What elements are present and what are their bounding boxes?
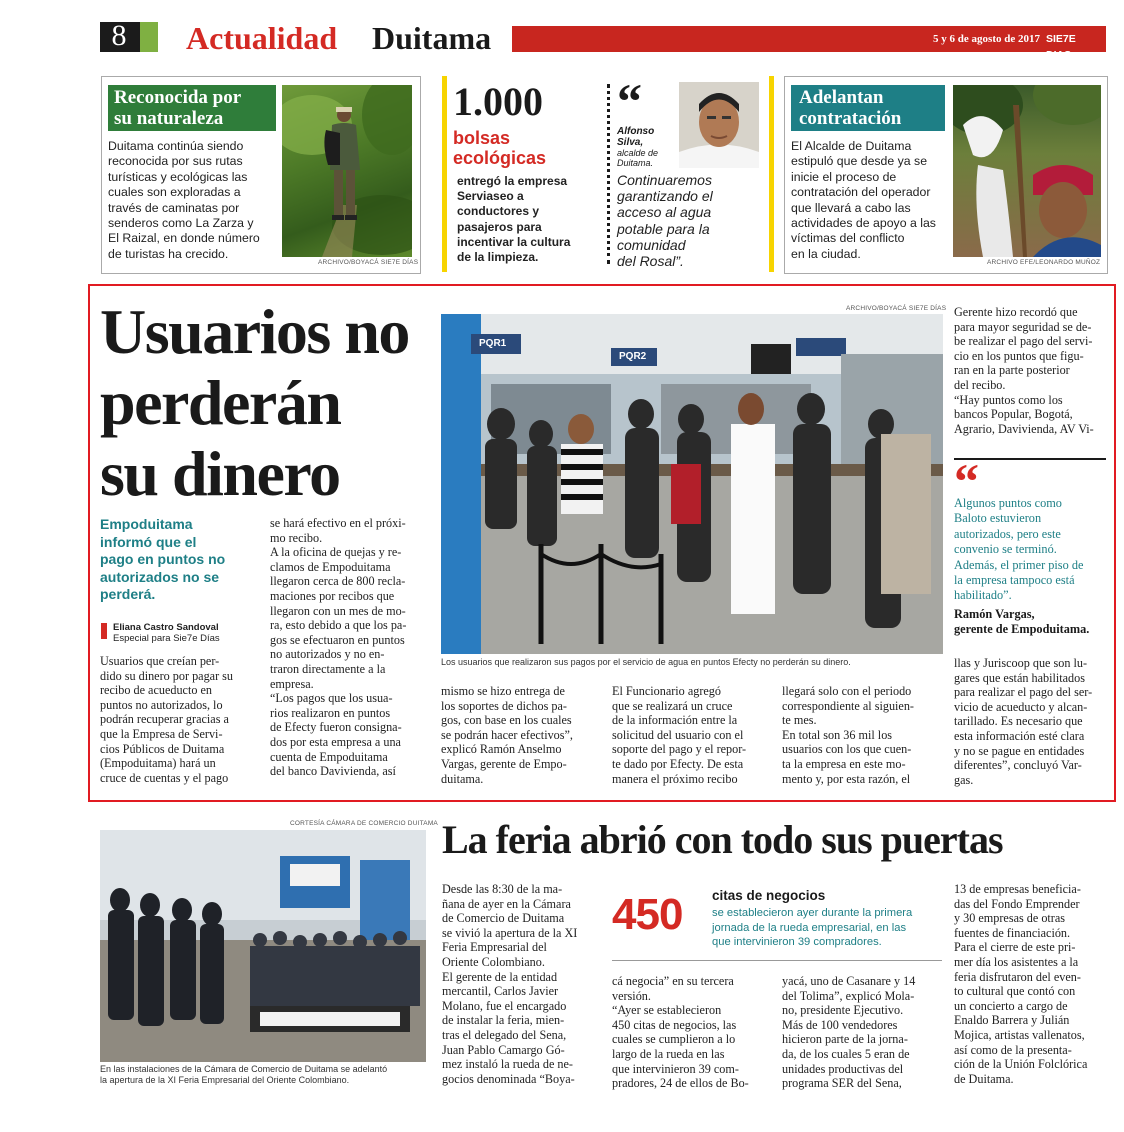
page-header xyxy=(0,0,1124,62)
quote-mark-icon: “ xyxy=(617,73,642,129)
article-column-2: se hará efectivo en el próxi- mo recibo. A la oficina de quejas y re- clamos de Empoduitama llegaron cerca de 800 recla- maciones por recibos que llegaron con un mes de mo- ra, esto debido a que los pa- gos se efectuaron en puntos no autorizados y no en- traron directamente a la empresa. “Los pagos que los usua- rios realizaron en puntos de Efecty fueron consigna- dos por esta empresa a una cuenta de Empoduitama del banco Davivienda, así xyxy=(270,516,407,779)
bags-number: 1.000 xyxy=(453,79,543,124)
headline-line3: su dinero xyxy=(100,438,340,509)
quote-name-line1: Alfonso xyxy=(617,126,655,137)
bags-label-line1: bolsas xyxy=(453,128,511,148)
pullquote-name: Ramón Vargas, xyxy=(954,607,1035,621)
fair-headline: La feria abrió con todo sus puertas xyxy=(442,817,1003,862)
teaser-nature xyxy=(101,76,421,274)
main-photo-caption: Los usuarios que realizaron sus pagos por el servicio de agua en puntos Efecty no perderán su dinero. xyxy=(441,657,851,667)
article-column-6-top: Gerente hizo recordó que para mayor seguridad se de- be realizar el pago del servi- cio en los puntos que figu- ran en la parte posterior del recibo. “Hay puntos como los bancos Popular, Bogotá, Agrario, Davivienda, AV Vi- xyxy=(954,305,1094,436)
stat-number: 450 xyxy=(612,890,683,939)
fair-photo-credit: CORTESÍA CÁMARA DE COMERCIO DUITAMA xyxy=(290,820,438,827)
fair-illustration xyxy=(100,830,426,1062)
article-column-3: mismo se hizo entrega de los soportes de dichos pa- gos, con base en los cuales se podrán hacer efectivos”, explicó Ramón Anselmo Vargas, gerente de Empo- duitama. xyxy=(441,684,573,786)
headline-line1: Usuarios no xyxy=(100,296,409,367)
quote-role-line2: Duitama. xyxy=(617,158,654,168)
fair-column-1: Desde las 8:30 de la ma- ñana de ayer en la Cámara de Comercio de Duitama se vivió la apertura de la XI Feria Empresarial del Oriente Colombiano. El gerente de la entidad mercantil, Carlos Javier Molano, fue el encargado de instalar la feria, mien- tras el delegado del Sena, Juan Pablo Camargo Gó- mez instaló la rueda de ne- gocios denominada “Boya- xyxy=(442,882,578,1086)
pullquote-mark-icon: “ xyxy=(954,453,979,509)
mayor-portrait xyxy=(679,82,759,168)
author-role: Especial para Sie7e Días xyxy=(113,633,220,644)
stat-box xyxy=(612,884,942,961)
city-name: Duitama xyxy=(372,20,492,56)
issue-date: 5 y 6 de agosto de 2017 xyxy=(933,33,1040,45)
section-name: Actualidad xyxy=(186,20,338,56)
author-name: Eliana Castro Sandoval xyxy=(113,622,219,633)
bags-label-line2: ecológicas xyxy=(453,148,547,168)
teaser-text: El Alcalde de Duitama estipuló que desde ya se inicie el proceso de contratación del operador que llevará a cabo las actividades de apoyo a las víctimas del conflicto en la ciudad. xyxy=(791,139,936,261)
mayor-illustration xyxy=(679,82,759,168)
fair-photo-caption: En las instalaciones de la Cámara de Comercio de Duitama se adelantó la apertura de la XI Feria Empresarial del Oriente Colombiano. xyxy=(100,1064,388,1085)
quote-text: Continuaremos garantizando el acceso al agua potable para la comunidad del Rosal”. xyxy=(617,172,713,270)
pullquote-role: gerente de Empoduitama. xyxy=(954,622,1090,636)
article-lead: Empoduitama informó que el pago en puntos no autorizados no se perderá. xyxy=(100,516,226,602)
sign-pqr1: PQR1 xyxy=(479,338,507,349)
teaser-title-line1: Adelantan xyxy=(799,87,884,108)
teaser-bags xyxy=(442,73,774,272)
conflict-victims-photo xyxy=(953,85,1101,257)
sign-pqr2: PQR2 xyxy=(619,351,647,362)
article-column-5: llegará solo con el periodo correspondiente al siguien- te mes. En total son 36 mil los usuarios con los que cuen- ta la empresa en este mo- mento y, por esta razón, el xyxy=(782,684,914,786)
byline-marker xyxy=(101,623,107,639)
page-number-accent xyxy=(140,22,158,52)
quote-name-line2: Silva, xyxy=(617,137,644,148)
stat-text: se establecieron ayer durante la primera jornada de la rueda empresarial, en las que intervinieron 39 compradores. xyxy=(712,907,913,948)
dotted-divider xyxy=(607,84,610,264)
headline-line2: perderán xyxy=(100,367,341,438)
teaser-photo-credit: ARCHIVO/BOYACÁ SIE7E DÍAS xyxy=(318,259,419,266)
bags-text: entregó la empresa Serviaseo a conductores y pasajeros para incentivar la cultura de la limpieza. xyxy=(457,174,571,265)
main-photo-credit: ARCHIVO/BOYACÁ SIE7E DÍAS xyxy=(846,305,947,312)
article-column-4: El Funcionario agregó que se realizará un cruce de la información entre la solicitud del usuario con el soporte del pago y el repor- te dado por Efecty. De esta manera el próximo recibo xyxy=(612,684,747,786)
teaser-title-line1: Reconocida por xyxy=(114,87,242,108)
hiker-photo xyxy=(282,85,412,257)
fair-column-3: yacá, uno de Casanare y 14 del Tolima”, explicó Mola- no, presidente Ejecutivo. Más de 100 vendedores hicieron parte de la jorna- da, de los cuales 5 eran de unidades productivas del programa SER del Sena, xyxy=(782,974,916,1091)
victims-illustration xyxy=(953,85,1101,257)
fair-column-2: cá negocia” en su tercera versión. “Ayer se establecieron 450 citas de negocios, las cuales se cumplieron a lo largo de la rueda en las que intervinieron 39 com- pradores, 24 de ellos de Bo- xyxy=(612,974,749,1091)
stat-label: citas de negocios xyxy=(712,888,826,903)
teaser-title-line2: su naturaleza xyxy=(114,108,224,129)
fair-column-4: 13 de empresas beneficia- das del Fondo Emprender y 30 empresas de otras fuentes de financiación. Para el cierre de este pri- mer día los asistentes a la feria disfrutaron del even- to cultural que contó con un concierto a cargo de Enaldo Barrera y Julián Mojica, artistas vallenatos, así como de la presenta- ción de la Unión Folclórica de Duitama. xyxy=(954,882,1088,1086)
hiker-illustration xyxy=(282,85,412,257)
article-column-6-bottom: llas y Juriscoop que son lu- gares que están habilitados para realizar el pago del ser- vicio de acueducto y alcan- tarillado. Es necesario que esta información esté clara y no se pague en entidades diferentes”, concluyó Var- gas. xyxy=(954,656,1093,787)
page-number: 8 xyxy=(111,19,127,52)
pullquote-text: Algunos puntos como Baloto estuvieron autorizados, pero este convenio se terminó. Además, el primer piso de la empresa tampoco está habilitado”. xyxy=(954,496,1084,603)
quote-role-line1: alcalde de xyxy=(617,148,659,158)
article-column-1: Usuarios que creían per- dido su dinero por pagar su recibo de acueducto en puntos no autorizados, lo podrán recuperar gracias a que la Empresa de Servi- cios Públicos de Duitama (Empoduitama) hará un cruce de cuentas y el pago xyxy=(100,654,234,785)
teaser-hiring xyxy=(784,76,1108,274)
queue-illustration xyxy=(441,314,943,654)
brand-name: SIE7E DIAS xyxy=(1046,33,1076,61)
queue-photo xyxy=(441,314,943,654)
teaser-title-line2: contratación xyxy=(799,108,902,129)
teaser-photo-credit: ARCHIVO EFE/LEONARDO MUÑOZ xyxy=(987,259,1101,266)
teaser-text: Duitama continúa siendo reconocida por sus rutas turísticas y ecológicas las cuales son exploradas a través de caminatas por senderos como La Zarza y El Raizal, en donde número de turistas ha crecido. xyxy=(108,139,260,261)
fair-photo xyxy=(100,830,426,1062)
